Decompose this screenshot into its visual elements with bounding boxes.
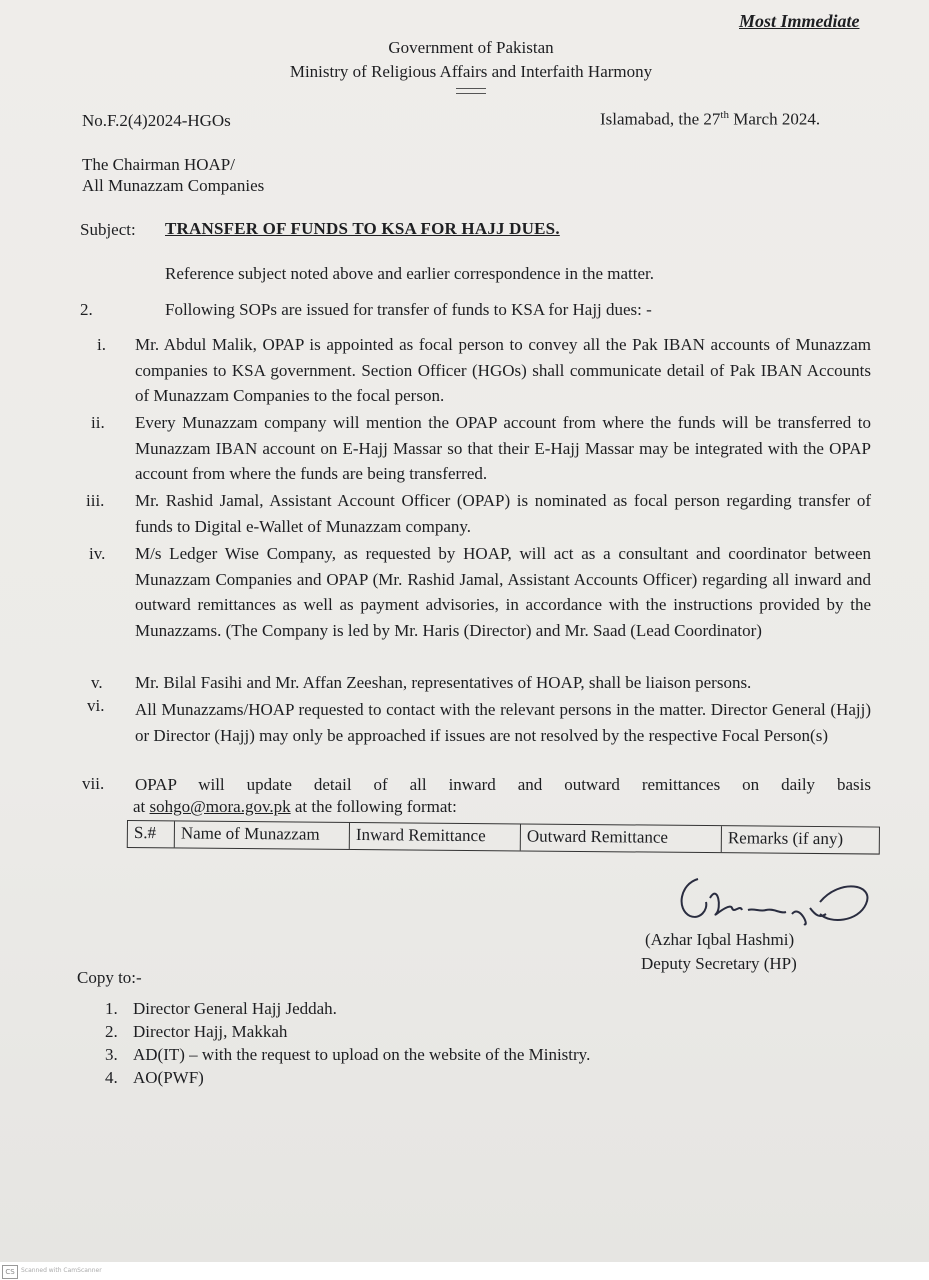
addressee-line-1: The Chairman HOAP/ [82,155,235,174]
sop-item-number: ii. [91,413,105,432]
copy-recipient: Director Hajj, Makkah [133,1022,288,1041]
sop-item-number: v. [91,673,103,692]
letterhead-ministry: Ministry of Religious Affairs and Interfaith Harmony [289,62,653,81]
list-item: 3. AD(IT) – with the request to upload on the website of the Ministry. [105,1045,591,1064]
priority-label: Most Immediate [739,11,860,31]
scanner-footer [0,1262,929,1280]
sop-item-text-continued [133,797,457,817]
sop-item-text: Mr. Rashid Jamal, Assistant Account Officer (OPAP) is nominated as focal person regarding transfer of funds to Digital e-Wallet of Munazzam company. [135,491,871,536]
date-ordinal: th [720,109,729,121]
signatory-designation: Deputy Secretary (HP) [641,954,797,973]
copy-recipient: AD(IT) – with the request to upload on the website of the Ministry. [133,1045,591,1064]
copy-to-label: Copy to:- [77,968,142,987]
subject-label: Subject: [80,220,136,239]
sop-item-text: M/s Ledger Wise Company, as requested by HOAP, will act as a consultant and coordinator between Munazzam Companies and OPAP (Mr. Rashid Jamal, Assistant Accounts Officer) regarding all inward and outward remittances as well as payment advisories, in accordance with the instructions provided by the Munazzams. (The Company is led by Mr. Haris (Director) and Mr. Saad (Lead Coordinator) [135,544,871,640]
sop-item-number: vi. [87,696,105,715]
paragraph-2-text: Following SOPs are issued for transfer of funds to KSA for Hajj dues: - [165,300,652,319]
sop-item-number: i. [97,335,106,354]
reference-number: No.F.2(4)2024-HGOs [82,111,231,130]
sop-item-text: Every Munazzam company will mention the OPAP account from where the funds will be transferred to Munazzam IBAN account on E-Hajj Massar so that their E-Hajj Massar may be integrated with the OPAP account from where the funds are being transferred. [135,413,871,483]
signatory-name: (Azhar Iqbal Hashmi) [645,930,795,949]
sop-item-number: iv. [89,544,106,563]
copy-recipient: AO(PWF) [133,1068,204,1087]
letterhead [263,36,679,84]
camscanner-logo: CS [2,1265,18,1279]
sop-item-text: OPAP will update detail of all inward and outward remittances on daily basis [135,775,871,794]
column-serial: S.# [128,821,175,847]
format-table-header [127,820,880,855]
list-item: 1. Director General Hajj Jeddah. [105,999,337,1018]
sop-item-text: Mr. Abdul Malik, OPAP is appointed as focal person to convey all the Pak IBAN accounts of Munazzam companies to KSA government. Section Officer (HGOs) shall communicate detail of Pak IBAN Accounts of Munazzam Companies to the focal person. [135,335,871,405]
letterhead-divider [456,88,486,94]
addressee-line-2: All Munazzam Companies [82,176,265,195]
column-name-of-munazzam: Name of Munazzam [175,821,350,849]
column-inward-remittance: Inward Remittance [350,823,521,850]
list-item: 4. AO(PWF) [105,1068,204,1087]
column-remarks: Remarks (if any) [727,828,844,849]
email-link[interactable]: sohgo@mora.gov.pk [149,797,291,816]
format-suffix: at the following format: [290,797,457,816]
letterhead-government: Government of Pakistan [388,38,554,57]
scanner-watermark-text: Scanned with CamScanner [21,1267,102,1274]
paragraph-2-number: 2. [80,300,93,319]
sop-item-text: Mr. Bilal Fasihi and Mr. Affan Zeeshan, representatives of HOAP, shall be liaison persons. [135,673,752,692]
format-prefix: at [133,797,150,816]
sop-item-number: iii. [86,491,105,510]
date-prefix: Islamabad, the 27 [600,109,721,129]
sop-item-number: vii. [82,774,105,793]
copy-to-list [105,997,590,1089]
place-date [600,105,820,130]
paragraph-1: Reference subject noted above and earlier correspondence in the matter. [165,264,654,283]
column-outward-remittance: Outward Remittance [521,824,722,852]
subject-text: TRANSFER OF FUNDS TO KSA FOR HAJJ DUES. [165,219,560,238]
list-item: 2. Director Hajj, Makkah [105,1022,288,1041]
date-suffix: March 2024. [728,109,821,129]
sop-item-text: All Munazzams/HOAP requested to contact with the relevant persons in the matter. Director General (Hajj) or Director (Hajj) may only be approached if issues are not resolved by the respective Focal Person(s) [135,700,871,745]
copy-recipient: Director General Hajj Jeddah. [133,999,337,1018]
